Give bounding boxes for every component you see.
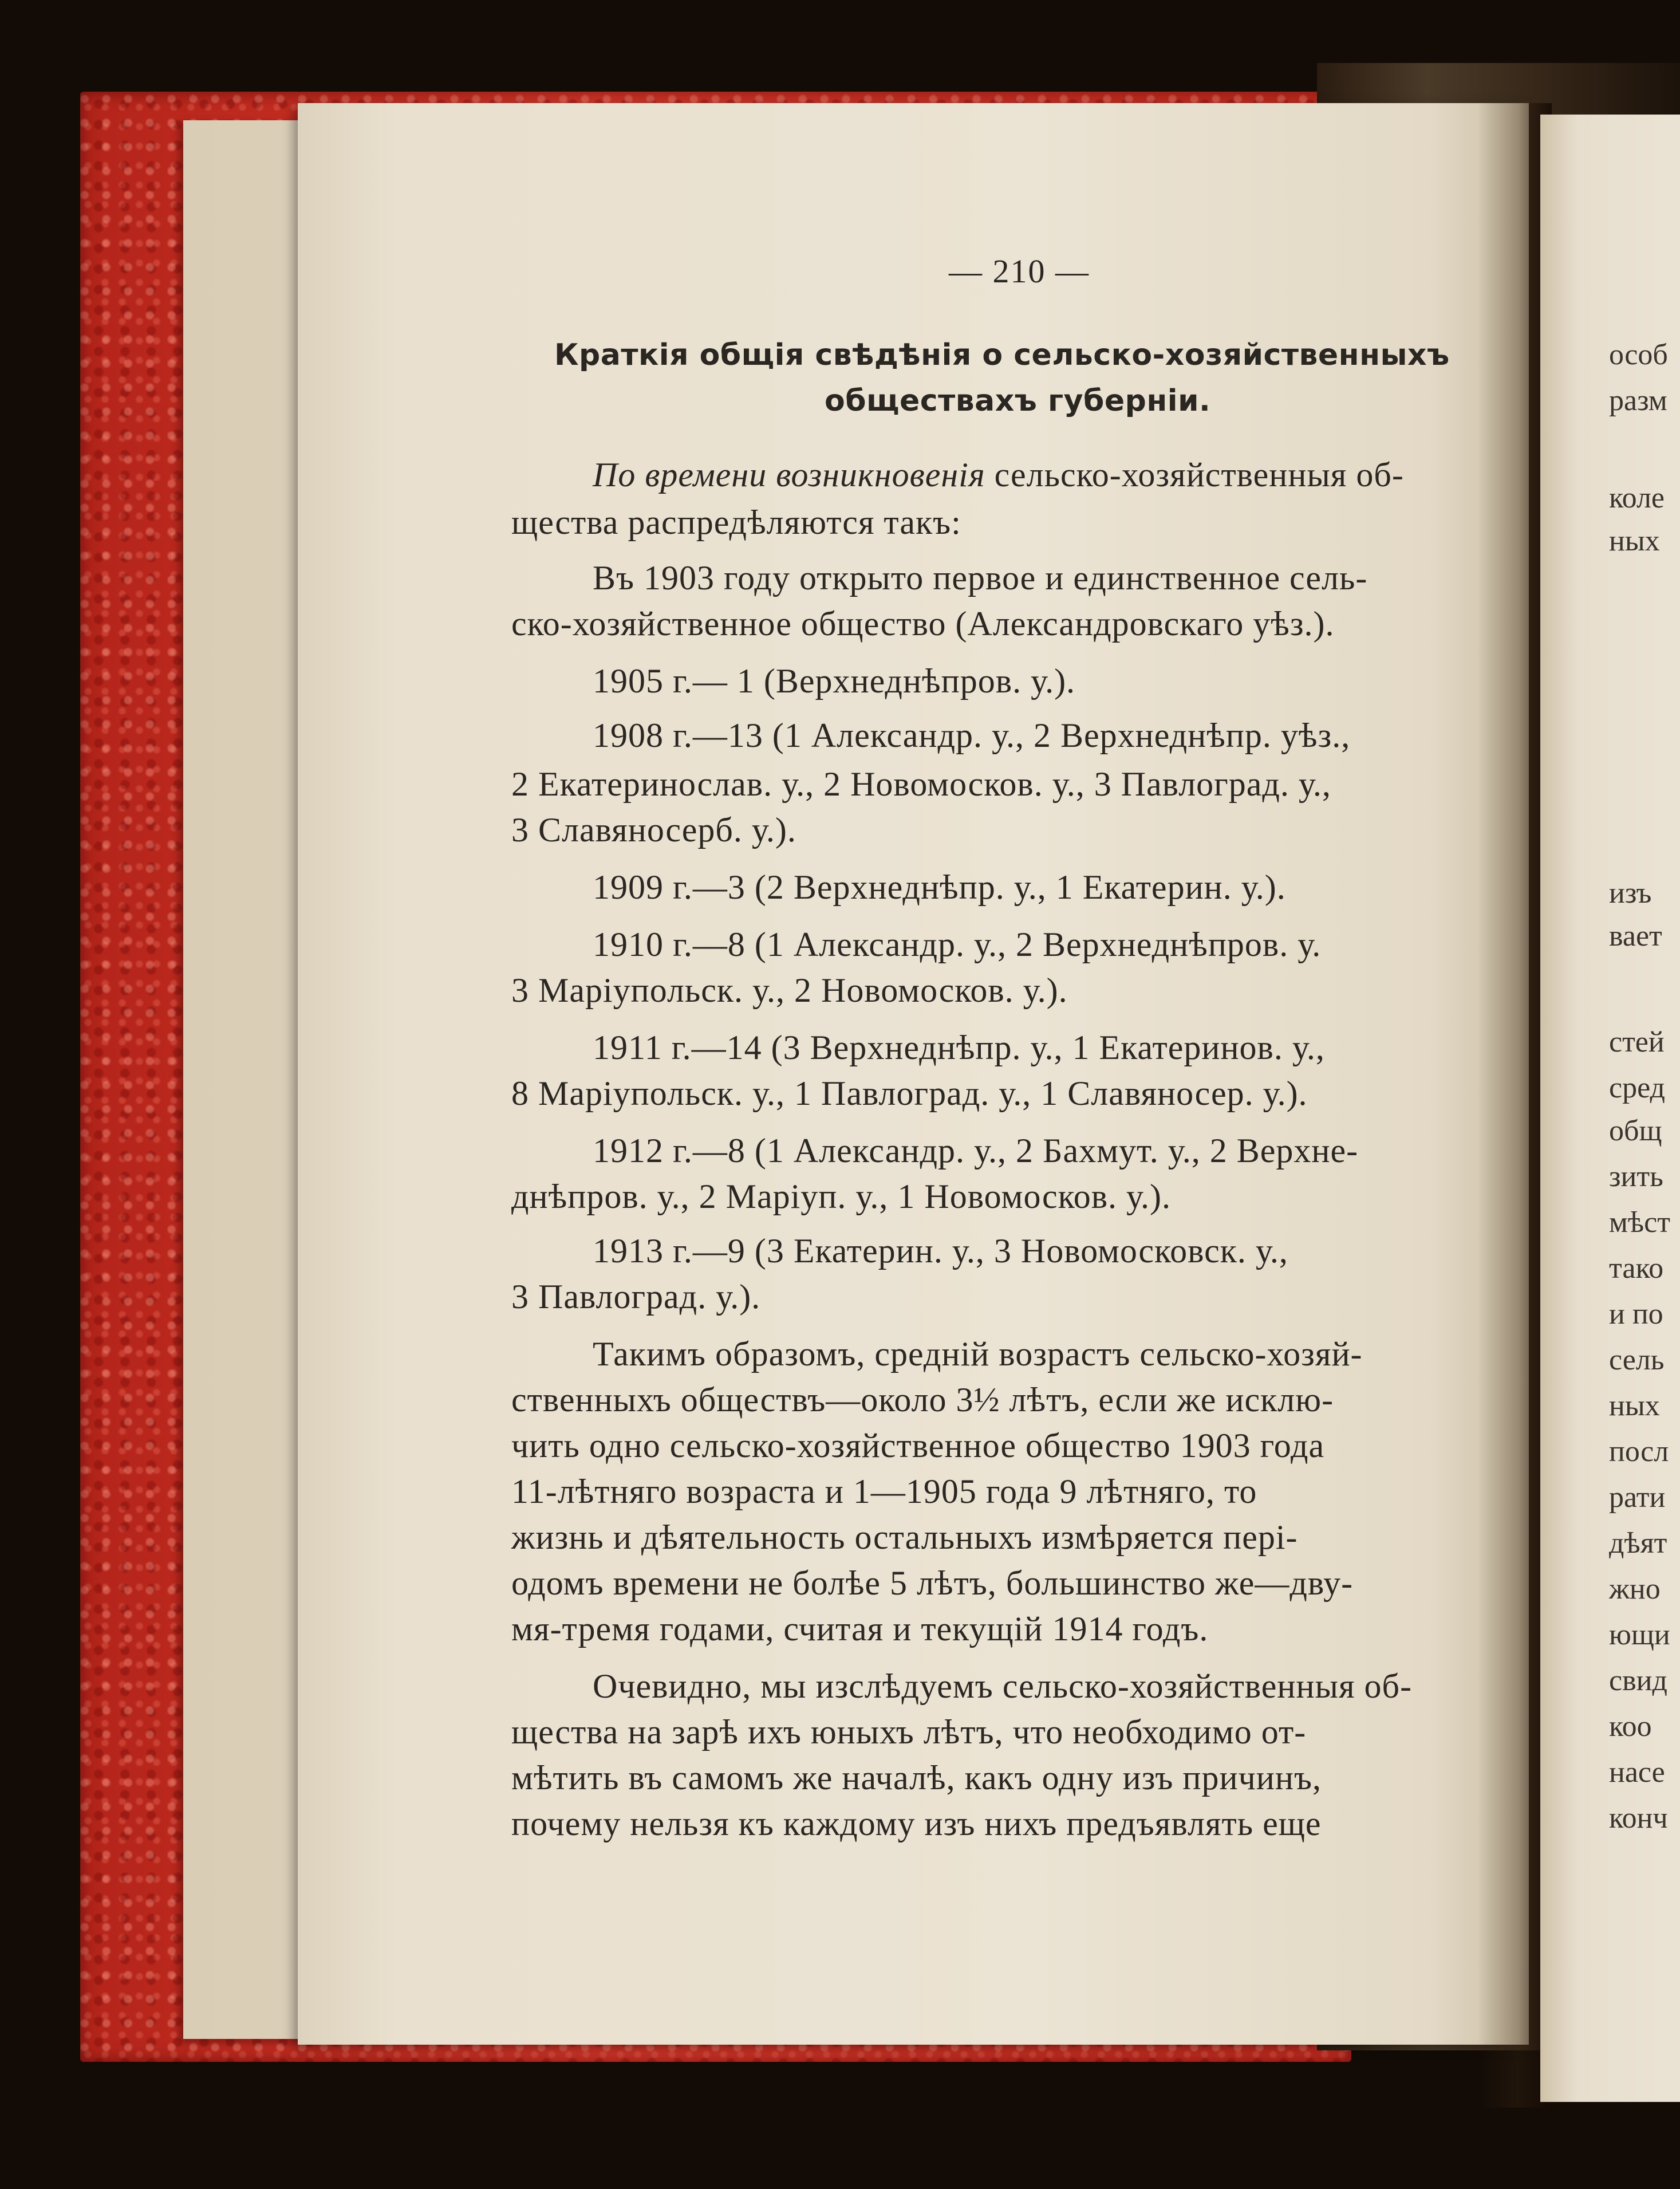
- body-line: чить одно сельско-хозяйственное общество 1903 года: [511, 1427, 1325, 1464]
- facing-page-fragment: изъ: [1609, 877, 1652, 910]
- body-line: почему нельзя къ каждому изъ нихъ предъявлять еще: [511, 1805, 1322, 1842]
- body-line: 1908 г.—13 (1 Александр. у., 2 Верхнеднѣпр. уѣз.,: [593, 716, 1351, 754]
- facing-page-fragment: и по: [1609, 1298, 1663, 1330]
- facing-page-fragment: сель: [1609, 1344, 1665, 1376]
- facing-page-fragment: ных: [1609, 1389, 1660, 1422]
- body-line: ственныхъ обществъ—около 3½ лѣтъ, если же исклю-: [511, 1381, 1334, 1419]
- facing-page-fragment: посл: [1609, 1435, 1669, 1468]
- body-line: 3 Славяносерб. у.).: [511, 811, 796, 849]
- body-line-italic-lead: По времени возникновенія: [593, 456, 985, 494]
- body-line: мя-тремя годами, считая и текущій 1914 годъ.: [511, 1610, 1209, 1648]
- body-line: 1911 г.—14 (3 Верхнеднѣпр. у., 1 Екатеринов. у.,: [593, 1029, 1325, 1066]
- body-line: 1909 г.—3 (2 Верхнеднѣпр. у., 1 Екатерин. у.).: [593, 868, 1286, 906]
- facing-page-fragment: особ: [1609, 338, 1668, 371]
- page-number: — 210 —: [949, 253, 1090, 290]
- body-line: мѣтить въ самомъ же началѣ, какъ одну изъ причинъ,: [511, 1759, 1322, 1797]
- facing-page-fragment: общ: [1609, 1115, 1662, 1147]
- facing-page-fragment: тако: [1609, 1252, 1664, 1285]
- body-line: щества распредѣляются такъ:: [511, 503, 961, 541]
- facing-page-fragment: дѣят: [1609, 1527, 1667, 1560]
- facing-page-fragment: стей: [1609, 1026, 1665, 1058]
- facing-page-fragment: жно: [1609, 1573, 1661, 1605]
- body-line: Очевидно, мы изслѣдуемъ сельско-хозяйственныя об-: [593, 1667, 1413, 1705]
- facing-page-fragment: мѣст: [1609, 1206, 1670, 1239]
- facing-page-fragment: конч: [1609, 1802, 1668, 1834]
- body-line: 1913 г.—9 (3 Екатерин. у., 3 Новомосковск. у.,: [593, 1232, 1288, 1270]
- body-line: ско-хозяйственное общество (Александровскаго уѣз.).: [511, 605, 1335, 643]
- body-line: 1910 г.—8 (1 Александр. у., 2 Верхнеднѣпров. у.: [593, 926, 1322, 963]
- facing-page-fragment: зить: [1609, 1160, 1663, 1193]
- body-line: Въ 1903 году открыто первое и единственное сель-: [593, 559, 1368, 597]
- section-heading-line-1: Краткія общія свѣдѣнія о сельско-хозяйственныхъ: [554, 338, 1450, 372]
- body-line: 11-лѣтняго возраста и 1—1905 года 9 лѣтняго, то: [511, 1473, 1257, 1510]
- section-heading-line-2: обществахъ губерніи.: [825, 384, 1211, 418]
- body-line: 3 Маріупольск. у., 2 Новомосков. у.).: [511, 971, 1068, 1009]
- facing-page-fragment: ющи: [1609, 1619, 1670, 1651]
- facing-page-fragment: ных: [1609, 525, 1660, 557]
- body-line: Такимъ образомъ, средній возрастъ сельско-хозяй-: [593, 1335, 1363, 1373]
- body-line: 8 Маріупольск. у., 1 Павлоград. у., 1 Славяносер. у.).: [511, 1074, 1308, 1112]
- facing-page-fragment: сред: [1609, 1072, 1665, 1104]
- body-line: По времени возникновенія сельско-хозяйственныя об-: [593, 456, 1404, 494]
- facing-page-fragment: коо: [1609, 1710, 1652, 1743]
- facing-page-fragment: свид: [1609, 1664, 1667, 1697]
- facing-page-fragment: рати: [1609, 1481, 1666, 1514]
- body-line: 2 Екатеринослав. у., 2 Новомосков. у., 3 Павлоград. у.,: [511, 765, 1331, 803]
- body-line: жизнь и дѣятельность остальныхъ измѣряется пері-: [511, 1518, 1298, 1556]
- body-line: 1912 г.—8 (1 Александр. у., 2 Бахмут. у., 2 Верхне-: [593, 1132, 1359, 1170]
- body-line: 1905 г.— 1 (Верхнеднѣпров. у.).: [593, 662, 1076, 700]
- body-line: днѣпров. у., 2 Маріуп. у., 1 Новомосков. у.).: [511, 1178, 1172, 1215]
- body-line: 3 Павлоград. у.).: [511, 1278, 761, 1316]
- facing-page-fragment: вает: [1609, 920, 1662, 952]
- body-line: одомъ времени не болѣе 5 лѣтъ, большинство же—дву-: [511, 1564, 1354, 1602]
- facing-page-fragment: разм: [1609, 384, 1667, 417]
- facing-page-fragment: коле: [1609, 482, 1665, 514]
- body-line: щества на зарѣ ихъ юныхъ лѣтъ, что необходимо от-: [511, 1713, 1307, 1751]
- facing-page-fragment: насе: [1609, 1756, 1665, 1789]
